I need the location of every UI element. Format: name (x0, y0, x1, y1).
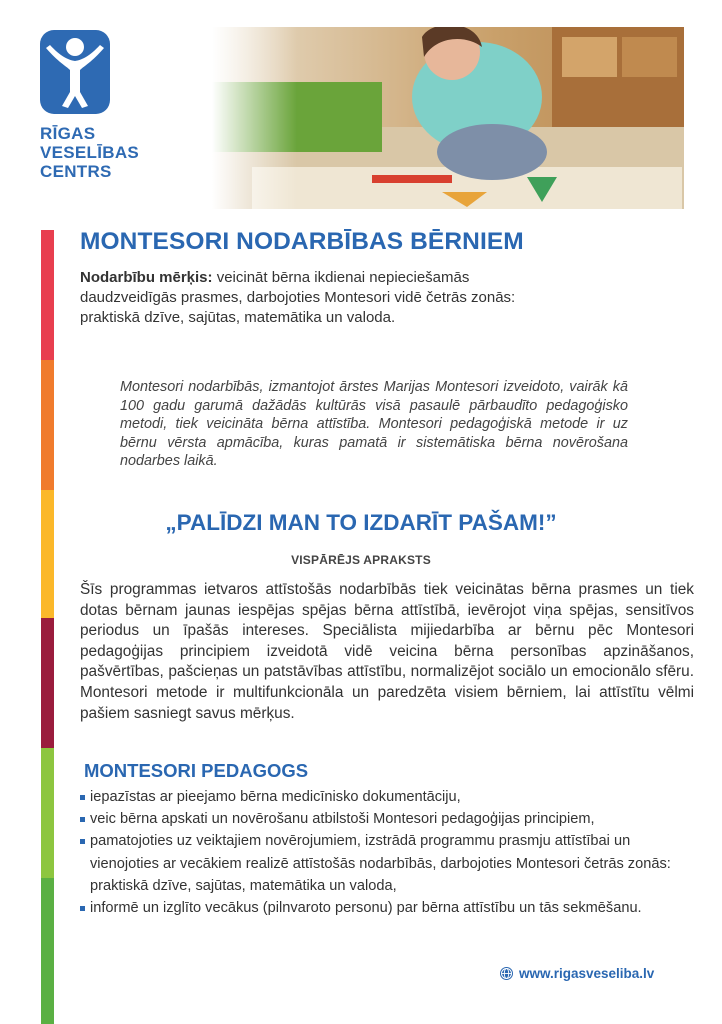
logo-text (40, 124, 170, 181)
list-item-text: pamatojoties uz veiktajiem novērojumiem, izstrādā programmu prasmju attīstībai un vienojoties ar vecākiem realizē attīstošās nodarbībās, darbojoties Montesori četrās zonās: praktiskā dzīve, sajūtas, matemātika un valoda, (90, 833, 671, 894)
list-item-text: veic bērna apskati un novērošanu atbilstoši Montesori pedagoģijas principiem, (90, 811, 595, 828)
stripe-segment (41, 618, 54, 748)
logo-line: VESELĪBAS (40, 143, 140, 162)
hero-photo (212, 27, 684, 209)
website-link[interactable]: www.rigasveseliba.lv (519, 966, 655, 981)
stripe-segment (41, 748, 54, 878)
bullet-icon (80, 839, 85, 844)
page-title: MONTESORI NODARBĪBAS BĒRNIEM (80, 228, 524, 255)
stripe-segment (41, 360, 54, 490)
description-paragraph: Šīs programmas ietvaros attīstošās nodarbībās tiek veicinātas bērna prasmes un tiek dotas bērnam jaunas iespējas spējas bērna attīstībā, ievērojot viņa spējas, sensitīvos periodus un īpašās intereses. Speciālista mijiedarbība ar bērnu pēc Montesori pedagoģijas principiem izveidotā vidē veicina bērna personības apzināšanos, pašvērtības, pašcieņas un patstāvības attīstību, normalizējot sociālo un emocionālo sfēru. Montesori metode ir multifunkcionāla un paredzēta visiem bērniem, lai attīstītu vēlmi pašiem sasniegt savus mērķus. (80, 581, 694, 722)
bullet-icon (80, 795, 85, 800)
bullet-icon (80, 817, 85, 822)
globe-icon (500, 967, 513, 980)
list-item-text: informē un izglīto vecākus (pilnvaroto personu) par bērna attīstību un tās sekmēšanu. (90, 900, 642, 917)
list-item (80, 808, 700, 830)
logo-figure-icon (40, 30, 110, 114)
intro-quote: Montesori nodarbībās, izmantojot ārstes Marijas Montesori izveidoto, vairāk kā 100 gadu garumā dažādās kultūrās visā pasaulē pārbaudīto pedagoģisko metodi, tiek veicināta bērna attīstība. Montesori pedagoģiskā metode ir uz bērnu vērsta apmācība, kuras pamatā ir sistemātiska bērna novērošana nodarbes laikā. (120, 379, 628, 470)
stripe-segment (41, 230, 54, 360)
bullet-icon (80, 906, 85, 911)
logo-line: CENTRS (40, 162, 112, 181)
logo (40, 30, 170, 181)
list-item (80, 897, 700, 919)
goal-text: veicināt bērna ikdienai nepieciešamās daudzveidīgās prasmes, darbojoties Montesori vidē četrās zonās: praktiskā dzīve, sajūtas, matemātika un valoda. (80, 269, 516, 326)
list-item (80, 786, 700, 808)
list-item-text: iepazīstas ar pieejamo bērna medicīnisko dokumentāciju, (90, 789, 461, 805)
logo-line: RĪGAS (40, 124, 96, 143)
pedagog-list (80, 786, 700, 919)
section-subheading: VISPĀRĒJS APRAKSTS (291, 553, 431, 567)
footer-website[interactable] (500, 966, 654, 981)
list-item (80, 830, 700, 897)
pedagog-heading: MONTESORI PEDAGOGS (84, 760, 309, 781)
goal-paragraph (80, 268, 535, 328)
stripe-segment (41, 878, 54, 1024)
goal-label: Nodarbību mērķis: (80, 269, 213, 286)
motto-heading: „PALĪDZI MAN TO IZDARĪT PAŠAM!” (165, 510, 557, 535)
